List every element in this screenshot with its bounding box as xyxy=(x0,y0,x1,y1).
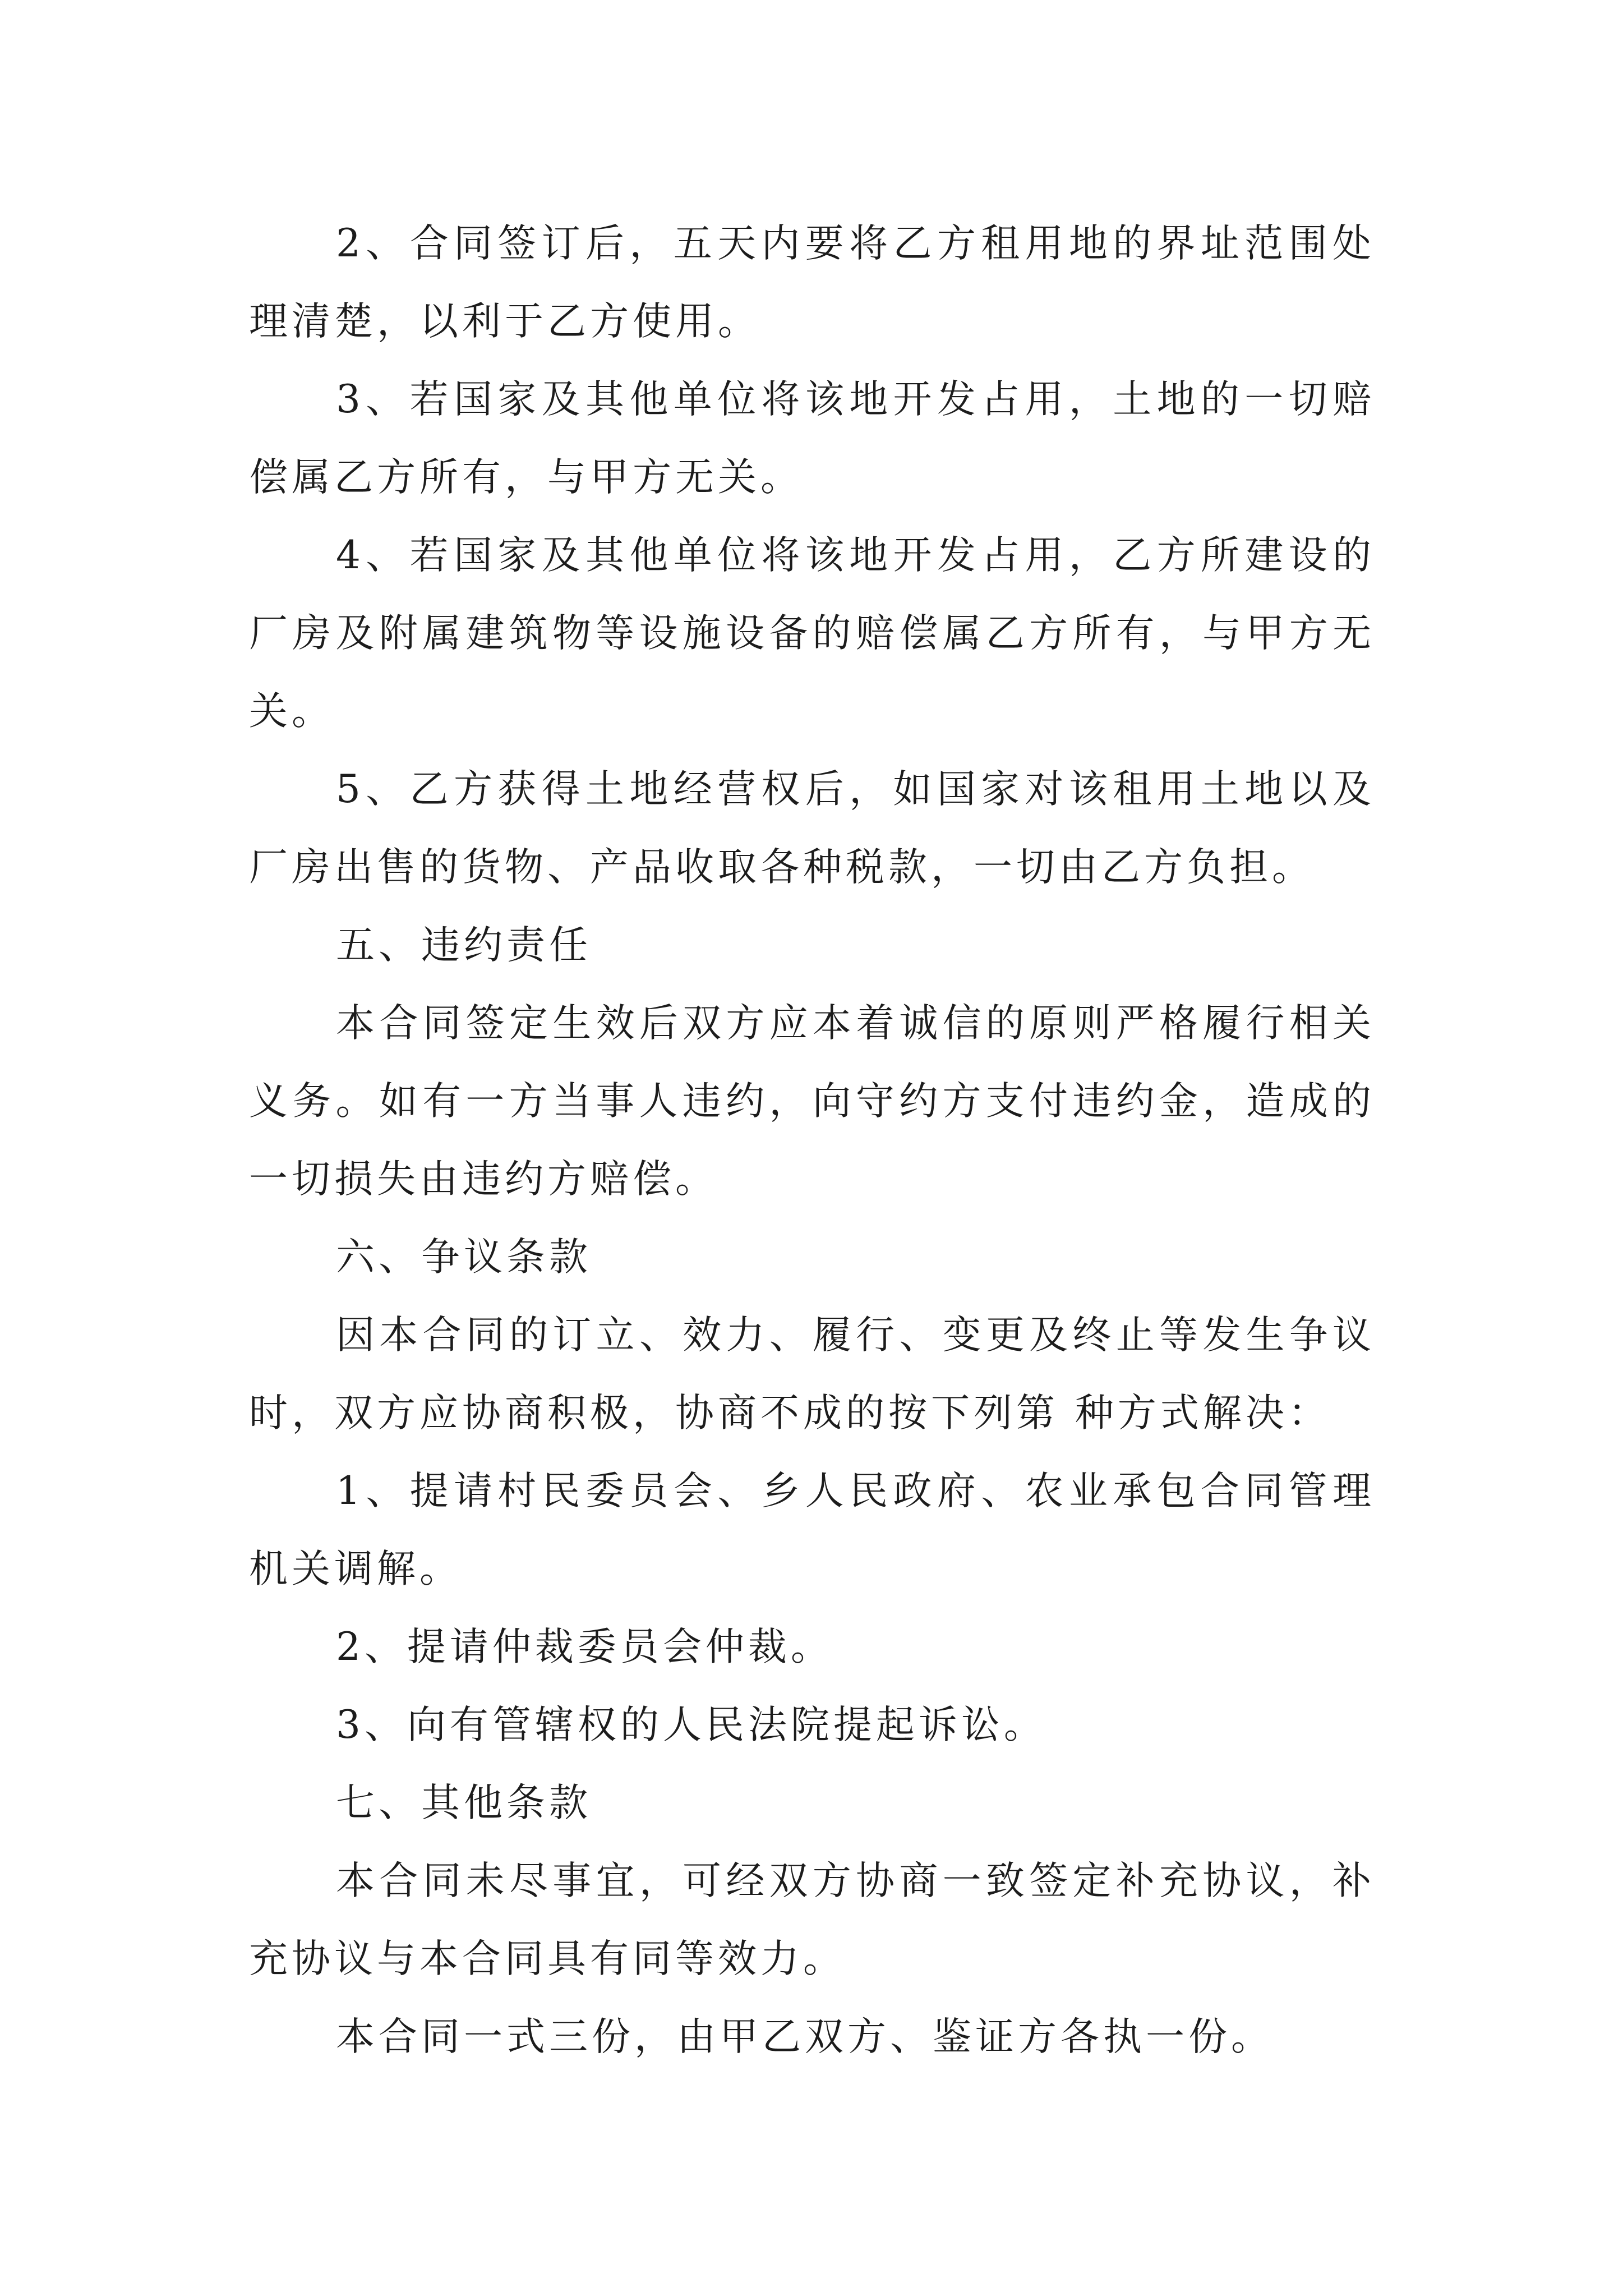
clause-3-paragraph: 3、若国家及其他单位将该地开发占用，土地的一切赔偿属乙方所有，与甲方无关。 xyxy=(249,377,1375,500)
dispute-option-2: 2、提请仲裁委员会仲裁。 xyxy=(336,1625,833,1669)
clause-2-paragraph: 2、合同签订后，五天内要将乙方租用地的界址范围处理清楚，以利于乙方使用。 xyxy=(249,221,1375,344)
dispute-option-1: 1、提请村民委员会、乡人民政府、农业承包合同管理机关调解。 xyxy=(249,1469,1375,1591)
clause-4-paragraph: 4、若国家及其他单位将该地开发占用，乙方所建设的厂房及附属建筑物等设施设备的赔偿属乙方所有，与甲方无关。 xyxy=(249,533,1375,734)
section-heading-breach: 五、违约责任 xyxy=(336,923,592,968)
breach-paragraph: 本合同签定生效后双方应本着诚信的原则严格履行相关义务。如有一方当事人违约，向守约方支付违约金，造成的一切损失由违约方赔偿。 xyxy=(249,1001,1375,1202)
clause-5-paragraph: 5、乙方获得土地经营权后，如国家对该租用土地以及厂房出售的货物、产品收取各种税款，一切由乙方负担。 xyxy=(249,767,1375,890)
other-terms-paragraph: 本合同未尽事宜，可经双方协商一致签定补充协议，补充协议与本合同具有同等效力。 xyxy=(249,1858,1375,1981)
section-heading-dispute: 六、争议条款 xyxy=(336,1235,592,1280)
document-body xyxy=(249,205,1375,2076)
dispute-option-3: 3、向有管辖权的人民法院提起诉讼。 xyxy=(336,1703,1046,1747)
dispute-paragraph: 因本合同的订立、效力、履行、变更及终止等发生争议时，双方应协商积极，协商不成的按下列第 种方式解决： xyxy=(249,1313,1375,1435)
copies-paragraph: 本合同一式三份，由甲乙双方、鉴证方各执一份。 xyxy=(336,2014,1274,2059)
section-heading-other: 七、其他条款 xyxy=(336,1780,592,1825)
